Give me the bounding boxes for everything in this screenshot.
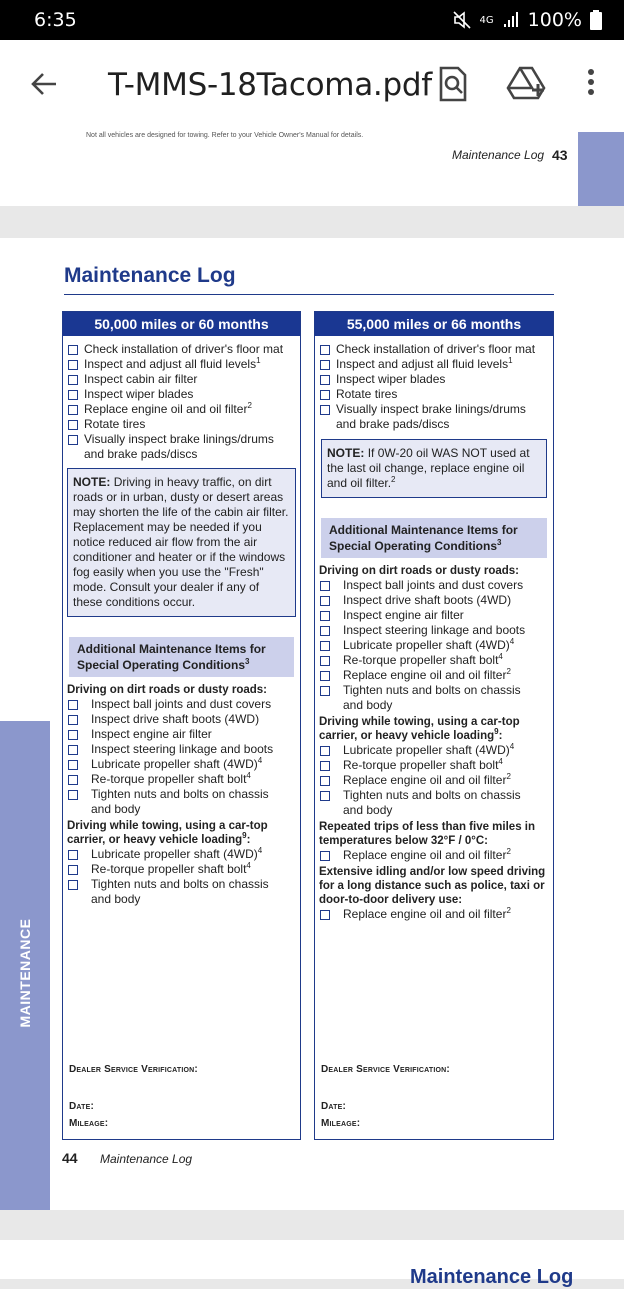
checklist-item: [319, 372, 549, 387]
item-label: Rotate tires: [336, 387, 398, 401]
pdf-page-44: [0, 238, 624, 1210]
item-label-continued: and body: [343, 698, 393, 712]
checklist-item: [67, 742, 296, 757]
item-label: Re-torque propeller shaft bolt: [343, 758, 499, 772]
item-label: Tighten nuts and bolts on chassis: [343, 683, 521, 697]
checklist-item: [67, 417, 296, 432]
item-label: Rotate tires: [84, 417, 146, 431]
checklist-item-text: [84, 372, 197, 387]
footnote-ref: 4: [509, 637, 515, 646]
item-label: Lubricate propeller shaft (4WD): [343, 743, 510, 757]
checklist-item: [319, 743, 549, 758]
checklist: [63, 336, 300, 462]
condition-title: Repeated trips of less than five miles in temperatures below 32°F / 0°C:: [319, 821, 536, 847]
checklist-item: [67, 757, 296, 772]
footnote-ref: 3: [497, 538, 502, 547]
item-label: Re-torque propeller shaft bolt: [91, 772, 247, 786]
item-label: Replace engine oil and oil filter: [343, 848, 507, 862]
page-title: Maintenance Log: [410, 1266, 574, 1288]
checkbox[interactable]: [320, 360, 330, 370]
checklist-item-text: [91, 697, 271, 712]
item-label: Check installation of driver's floor mat: [336, 342, 536, 356]
footnote-ref: 2: [506, 906, 511, 915]
item-label: Replace engine oil and oil filter: [343, 668, 507, 682]
checklist-item-text: [336, 342, 535, 357]
item-label: Inspect cabin air filter: [84, 372, 198, 386]
checklist-item-text: [336, 372, 445, 387]
page-footer-label: Maintenance Log: [100, 1152, 193, 1166]
status-icons: [452, 9, 602, 31]
footnote-ref: 1: [256, 356, 261, 365]
item-label: Tighten nuts and bolts on chassis: [91, 877, 269, 891]
checklist-item: [319, 653, 549, 668]
condition-title-end: :: [498, 730, 503, 742]
checklist-item: [67, 862, 296, 877]
status-bar: [0, 0, 624, 40]
footnote-ref: 2: [247, 401, 252, 410]
checkbox[interactable]: [320, 910, 330, 920]
checkbox[interactable]: [68, 420, 78, 430]
checkbox[interactable]: [320, 581, 330, 591]
item-label: Inspect wiper blades: [336, 372, 446, 386]
checklist-item-text: [91, 742, 273, 757]
footnote-ref: 4: [498, 652, 503, 661]
item-label: Check installation of driver's floor mat: [84, 342, 284, 356]
signal-icon: [502, 11, 520, 29]
footnote-ref: 4: [257, 846, 263, 855]
checklist-item: [319, 788, 549, 818]
item-label-continued: and brake pads/discs: [84, 447, 198, 461]
checklist-item-text: [84, 402, 252, 417]
checklist-item: [319, 402, 549, 432]
footnote-ref: 2: [506, 847, 511, 856]
item-label: Lubricate propeller shaft (4WD): [343, 638, 510, 652]
item-label: Inspect drive shaft boots (4WD): [91, 712, 260, 726]
page-edge-tab: [578, 132, 624, 206]
condition-title: Driving on dirt roads or dusty roads:: [319, 565, 519, 577]
checklist-item-text: [343, 578, 523, 593]
checklist-item-text: [84, 342, 283, 357]
checkbox[interactable]: [320, 596, 330, 606]
footnote-ref: 4: [498, 757, 503, 766]
item-label: Inspect drive shaft boots (4WD): [343, 593, 512, 607]
cut-footnote-text: Not all vehicles are designed for towing. Refer to your Vehicle Owner's Manual for details.: [86, 132, 364, 139]
checklist-item: [319, 848, 549, 863]
page-footer-label: Maintenance Log: [452, 148, 545, 162]
document-title: T-MMS-18Tacoma.pdf: [108, 67, 432, 103]
condition-title: Driving while towing, using a car-top carrier, or heavy vehicle loading: [319, 716, 520, 742]
condition-heading: [319, 564, 549, 578]
checklist-item: [319, 623, 549, 638]
checklist-item: [319, 387, 549, 402]
checkbox[interactable]: [320, 626, 330, 636]
additional-title-line1: Additional Maintenance Items for: [77, 642, 266, 656]
page-number: 44: [62, 1150, 78, 1166]
additional-title-line2: Special Operating Conditions: [77, 658, 246, 672]
note-label: NOTE:: [327, 446, 365, 460]
checklist-item: [67, 697, 296, 712]
condition-title-end: :: [246, 834, 251, 846]
date-label: Date:: [321, 1101, 347, 1112]
checklist-item-text: [336, 387, 397, 402]
footnote-ref: 4: [257, 756, 263, 765]
item-label: Inspect steering linkage and boots: [91, 742, 274, 756]
checkbox[interactable]: [320, 641, 330, 651]
item-label: Inspect wiper blades: [84, 387, 194, 401]
condition-heading: [67, 683, 296, 697]
checklist-item-text: [343, 907, 511, 922]
checklist-item: [319, 907, 549, 922]
checkbox[interactable]: [320, 345, 330, 355]
checklist-item-text: [91, 787, 269, 817]
footnote-ref: 1: [508, 356, 513, 365]
item-label: Tighten nuts and bolts on chassis: [343, 788, 521, 802]
checkbox[interactable]: [320, 686, 330, 696]
checklist-item-text: [343, 788, 521, 818]
checklist-item-text: [343, 638, 514, 653]
footnote-ref: 2: [506, 667, 511, 676]
item-label-continued: and brake pads/discs: [336, 417, 450, 431]
pdf-page-45: [0, 1240, 624, 1288]
footnote-ref: 4: [246, 861, 251, 870]
checklist-item: [67, 432, 296, 462]
checklist-item-text: [343, 653, 503, 668]
item-label: Inspect steering linkage and boots: [343, 623, 526, 637]
note-text: Driving in heavy traffic, on dirt roads or in urban, dusty or desert areas may shorten the life of the cabin air filter. Replacement may be needed if you notice reduced air flow from the air conditioner and heater or if the windows fog easily when you use the "Fresh" mode. Consult your dealer if any of these conditions occur.: [73, 475, 289, 609]
checklist-item: [67, 357, 296, 372]
checklist-item-text: [91, 757, 262, 772]
page-title: Maintenance Log: [64, 264, 236, 287]
checkbox[interactable]: [68, 730, 78, 740]
note-label: NOTE:: [73, 475, 111, 489]
item-label: Inspect and adjust all fluid levels: [336, 357, 509, 371]
checklist-item-text: [343, 608, 464, 623]
checklist-item: [319, 683, 549, 713]
battery-percent: 100%: [527, 9, 582, 31]
checklist-item-text: [91, 727, 212, 742]
item-label: Inspect engine air filter: [343, 608, 464, 622]
checkbox[interactable]: [320, 776, 330, 786]
checklist-item: [67, 847, 296, 862]
checkbox[interactable]: [68, 390, 78, 400]
checkbox[interactable]: [68, 700, 78, 710]
footnote-ref: 2: [391, 475, 396, 484]
checklist-item: [67, 387, 296, 402]
checkbox[interactable]: [320, 671, 330, 681]
status-time: 6:35: [34, 9, 77, 31]
checklist-item-text: [343, 683, 521, 713]
checklist-item: [67, 787, 296, 817]
condition-heading: [319, 715, 549, 743]
condition-title: Driving while towing, using a car-top carrier, or heavy vehicle loading: [67, 820, 268, 846]
item-label: Lubricate propeller shaft (4WD): [91, 847, 258, 861]
maintenance-section-tab: [0, 721, 50, 1210]
checklist-item-text: [91, 847, 262, 862]
checkbox[interactable]: [320, 791, 330, 801]
note-text: If 0W-20 oil WAS NOT used at the last oil change, replace engine oil and oil filter.: [327, 446, 530, 490]
note-box: [67, 468, 296, 617]
condition-groups: [63, 677, 300, 907]
app-bar: [0, 40, 624, 132]
checkbox[interactable]: [320, 405, 330, 415]
checklist-item: [67, 402, 296, 417]
item-label: Inspect engine air filter: [91, 727, 212, 741]
condition-groups: [315, 558, 553, 922]
maintenance-column-55k: [314, 311, 554, 1140]
title-rule: [64, 294, 554, 295]
condition-title: Driving on dirt roads or dusty roads:: [67, 684, 267, 696]
checkbox[interactable]: [320, 390, 330, 400]
checkbox[interactable]: [320, 761, 330, 771]
mileage-label: Mileage:: [69, 1118, 109, 1129]
column-header: 50,000 miles or 60 months: [63, 312, 300, 336]
footnote-ref: 4: [246, 771, 251, 780]
item-label-continued: and body: [91, 802, 141, 816]
checkbox[interactable]: [68, 850, 78, 860]
item-label-continued: and body: [343, 803, 393, 817]
item-label: Inspect ball joints and dust covers: [343, 578, 524, 592]
checkbox[interactable]: [68, 745, 78, 755]
checkbox[interactable]: [68, 375, 78, 385]
item-label: Visually inspect brake linings/drums: [84, 432, 274, 446]
additional-title-line2: Special Operating Conditions: [329, 539, 498, 553]
checklist-item: [319, 668, 549, 683]
checklist-item: [67, 727, 296, 742]
checklist-item: [67, 772, 296, 787]
condition-heading: [67, 819, 296, 847]
column-header: 55,000 miles or 66 months: [315, 312, 553, 336]
checkbox[interactable]: [320, 375, 330, 385]
section-tab-label: MAINTENANCE: [17, 918, 33, 1028]
checklist-item-text: [336, 357, 513, 372]
checklist-item-text: [84, 387, 193, 402]
footnote-ref: 2: [506, 772, 511, 781]
dealer-verification-label: Dealer Service Verification:: [321, 1064, 450, 1075]
drive-add-icon[interactable]: [508, 66, 546, 100]
checklist-item-text: [84, 432, 274, 462]
search-document-icon[interactable]: [438, 66, 468, 102]
additional-title-line1: Additional Maintenance Items for: [329, 523, 518, 537]
additional-items-header: [321, 518, 547, 558]
maintenance-column-50k: [62, 311, 301, 1140]
checkbox[interactable]: [68, 715, 78, 725]
checklist-item-text: [91, 862, 251, 877]
checklist-item: [67, 877, 296, 907]
checklist: [315, 336, 553, 432]
checkbox[interactable]: [320, 851, 330, 861]
checklist-item: [319, 342, 549, 357]
checklist-item: [319, 773, 549, 788]
checklist-item: [319, 638, 549, 653]
checklist-item-text: [343, 773, 511, 788]
item-label: Inspect and adjust all fluid levels: [84, 357, 257, 371]
checklist-item: [319, 593, 549, 608]
footnote-ref: 4: [509, 742, 515, 751]
checklist-item-text: [91, 772, 251, 787]
mileage-label: Mileage:: [321, 1118, 361, 1129]
checklist-item-text: [343, 593, 511, 608]
footnote-ref: 9: [242, 831, 247, 841]
item-label: Replace engine oil and oil filter: [84, 402, 248, 416]
item-label: Visually inspect brake linings/drums: [336, 402, 526, 416]
item-label: Re-torque propeller shaft bolt: [91, 862, 247, 876]
item-label: Replace engine oil and oil filter: [343, 907, 507, 921]
checklist-item: [67, 372, 296, 387]
checklist-item-text: [343, 848, 511, 863]
checklist-item-text: [343, 743, 514, 758]
footnote-ref: 3: [245, 657, 250, 666]
checklist-item-text: [343, 623, 525, 638]
item-label: Lubricate propeller shaft (4WD): [91, 757, 258, 771]
checkbox[interactable]: [320, 656, 330, 666]
checklist-item: [319, 608, 549, 623]
note-box: [321, 439, 547, 498]
checkbox[interactable]: [68, 435, 78, 445]
battery-icon: [590, 10, 602, 30]
checklist-item-text: [84, 417, 145, 432]
item-label: Re-torque propeller shaft bolt: [343, 653, 499, 667]
checkbox[interactable]: [68, 360, 78, 370]
pdf-page-43: [0, 132, 624, 206]
checkbox[interactable]: [68, 790, 78, 800]
condition-heading: [319, 820, 549, 848]
checklist-item: [67, 712, 296, 727]
checklist-item-text: [91, 877, 269, 907]
item-label: Inspect ball joints and dust covers: [91, 697, 272, 711]
condition-heading: [319, 865, 549, 907]
checkbox[interactable]: [68, 775, 78, 785]
checklist-item: [319, 758, 549, 773]
checklist-item-text: [343, 758, 503, 773]
checkbox[interactable]: [68, 405, 78, 415]
checklist-item: [319, 357, 549, 372]
item-label-continued: and body: [91, 892, 141, 906]
network-label: 4G: [479, 14, 494, 26]
checkbox[interactable]: [68, 880, 78, 890]
checklist-item-text: [91, 712, 259, 727]
checkbox[interactable]: [68, 345, 78, 355]
footnote-ref: 9: [494, 727, 499, 737]
more-vert-icon[interactable]: [586, 66, 596, 98]
date-label: Date:: [69, 1101, 95, 1112]
item-label: Tighten nuts and bolts on chassis: [91, 787, 269, 801]
checklist-item: [67, 342, 296, 357]
additional-items-header: [69, 637, 294, 677]
checkbox[interactable]: [320, 611, 330, 621]
checklist-item-text: [343, 668, 511, 683]
mute-icon: [452, 10, 472, 30]
checklist-item-text: [336, 402, 526, 432]
checkbox[interactable]: [68, 865, 78, 875]
back-arrow-icon[interactable]: [28, 68, 60, 100]
item-label: Replace engine oil and oil filter: [343, 773, 507, 787]
checkbox[interactable]: [68, 760, 78, 770]
page-number: 43: [552, 147, 568, 163]
checklist-item: [319, 578, 549, 593]
checklist-item-text: [84, 357, 261, 372]
condition-title: Extensive idling and/or low speed driving for a long distance such as police, taxi or door-to-door delivery use:: [319, 866, 546, 906]
checkbox[interactable]: [320, 746, 330, 756]
dealer-verification-label: Dealer Service Verification:: [69, 1064, 198, 1075]
